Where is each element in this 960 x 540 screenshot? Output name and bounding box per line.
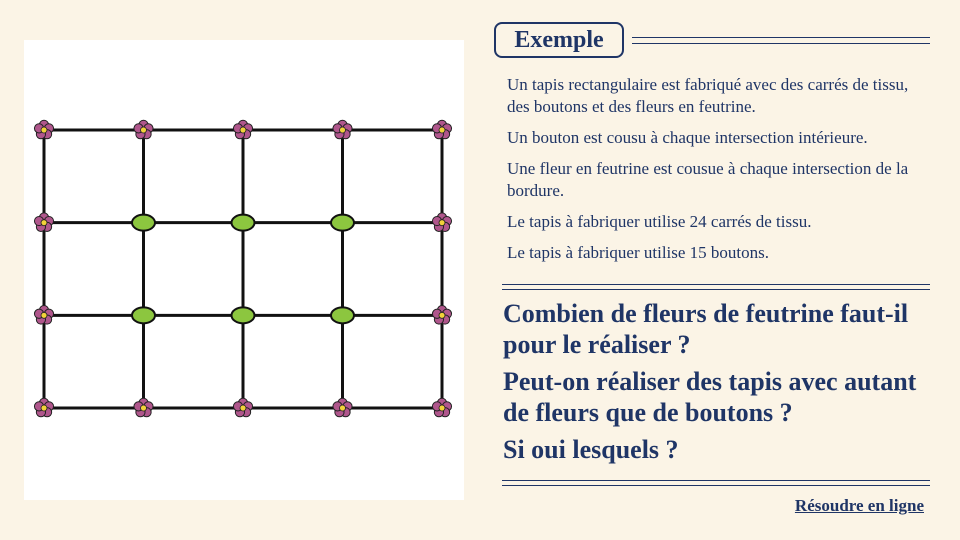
statement-5: Le tapis à fabriquer utilise 15 boutons. xyxy=(507,243,770,262)
flower-icon xyxy=(34,398,53,417)
flower-center xyxy=(41,405,47,411)
flower-icon xyxy=(233,120,252,139)
statement-3: Une fleur en feutrine est cousue à chaque intersection de la bordure. xyxy=(507,159,909,200)
button-icon xyxy=(331,215,354,231)
question-3: Si oui lesquels ? xyxy=(503,435,679,464)
flower-center xyxy=(41,312,47,318)
flower-center xyxy=(439,405,445,411)
flower-icon xyxy=(34,306,53,325)
flower-center xyxy=(439,312,445,318)
flower-icon xyxy=(34,120,53,139)
flower-center xyxy=(340,127,346,133)
question-2: Peut-on réaliser des tapis avec autant de fleurs que de boutons ? xyxy=(503,367,917,427)
button-icon xyxy=(132,215,155,231)
flower-icon xyxy=(134,398,153,417)
divider-bottom-1 xyxy=(502,480,930,481)
solve-online-link[interactable]: Résoudre en ligne xyxy=(794,496,924,515)
flower-icon xyxy=(134,120,153,139)
flower-icon xyxy=(432,398,451,417)
statement-4: Le tapis à fabriquer utilise 24 carrés de tissu. xyxy=(507,212,812,231)
flower-icon xyxy=(333,120,352,139)
flower-center xyxy=(141,405,147,411)
problem-statements xyxy=(507,74,927,273)
flower-center xyxy=(41,127,47,133)
flower-center xyxy=(141,127,147,133)
flower-center xyxy=(439,220,445,226)
button-icon xyxy=(232,307,255,323)
title-rule-top xyxy=(632,37,930,38)
questions xyxy=(503,298,943,471)
flower-center xyxy=(41,220,47,226)
mat-diagram xyxy=(24,40,464,500)
flower-icon xyxy=(333,398,352,417)
flower-icon xyxy=(432,213,451,232)
flower-icon xyxy=(432,120,451,139)
question-1: Combien de fleurs de feutrine faut-il pour le réaliser ? xyxy=(503,299,909,359)
example-title: Exemple xyxy=(494,22,624,58)
mat-figure xyxy=(24,40,464,500)
flower-icon xyxy=(233,398,252,417)
divider-top-1 xyxy=(502,284,930,285)
flower-center xyxy=(340,405,346,411)
flower-center xyxy=(439,127,445,133)
button-icon xyxy=(331,307,354,323)
button-icon xyxy=(232,215,255,231)
statement-2: Un bouton est cousu à chaque intersection intérieure. xyxy=(507,128,868,147)
statement-1: Un tapis rectangulaire est fabriqué avec des carrés de tissu, des boutons et des fleurs en feutrine. xyxy=(507,75,909,116)
divider-top-2 xyxy=(502,289,930,290)
button-icon xyxy=(132,307,155,323)
flower-center xyxy=(240,405,246,411)
flower-icon xyxy=(34,213,53,232)
flower-icon xyxy=(432,306,451,325)
title-rule-bottom xyxy=(632,43,930,44)
divider-bottom-2 xyxy=(502,485,930,486)
flower-center xyxy=(240,127,246,133)
